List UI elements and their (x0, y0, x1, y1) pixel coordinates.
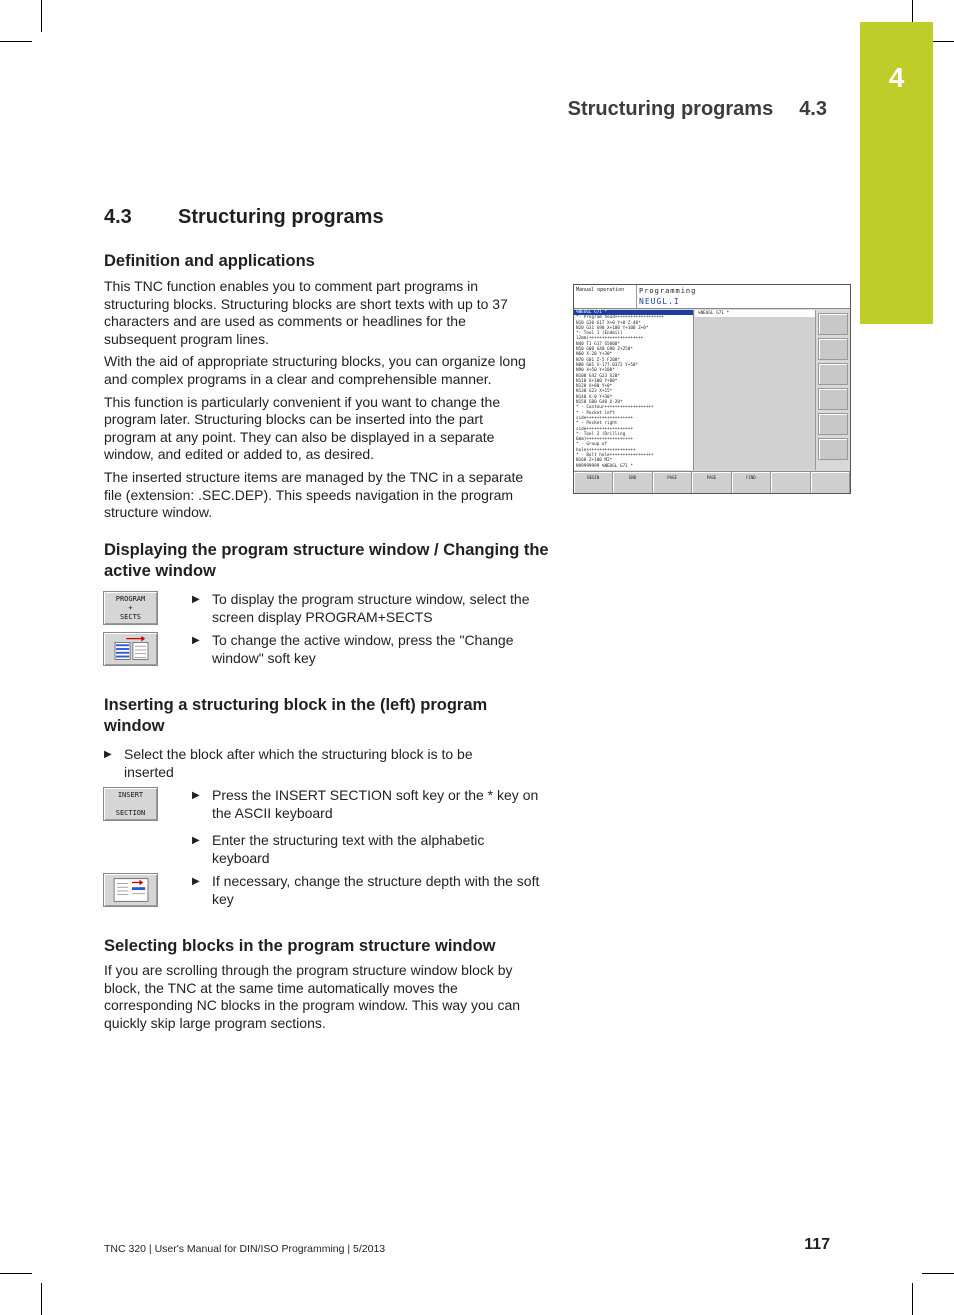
screenshot-bottom-key: PAGE (692, 472, 731, 494)
screenshot-side-softkeys (815, 310, 850, 470)
section-title-text: Structuring programs (178, 206, 384, 228)
bullet-arrow-icon: ▶ (192, 635, 200, 646)
bullet-arrow-icon: ▶ (192, 876, 200, 887)
step-text: Select the block after which the structuring block is to be inserted (124, 746, 473, 780)
screenshot-side-key (818, 413, 848, 435)
screenshot-bottom-key (811, 472, 850, 494)
screenshot-program-line: side++++++++++++++++++ (576, 415, 633, 421)
footer-text: TNC 320 | User's Manual for DIN/ISO Programming | 5/2013 (104, 1243, 386, 1255)
screenshot-program-box (636, 285, 816, 309)
screenshot-bottom-softkeys (574, 471, 850, 494)
inserting-step-1 (192, 787, 542, 822)
displaying-heading: Displaying the program structure window / Changing the active window (104, 541, 549, 580)
screenshot-program-line: N60 X-20 Y+30* (576, 352, 613, 358)
insert-section-softkey[interactable] (103, 787, 158, 821)
inserting-section (104, 695, 550, 737)
inserting-heading: Inserting a structuring block in the (left) program window (104, 696, 488, 735)
screenshot-side-key (818, 313, 848, 335)
tnc-screenshot (573, 284, 851, 494)
softkey-label: PROGRAM (115, 594, 146, 603)
displaying-step-1 (192, 591, 542, 626)
screenshot-program-line: N150 G00 G40 X-20* (576, 400, 623, 406)
screenshot-program-line: N120 X+80 Y+0* (576, 384, 613, 390)
definition-heading: Definition and applications (104, 252, 315, 270)
step-text: To display the program structure window, select the screen display PROGRAM+SECTS (212, 591, 530, 625)
displaying-step-2 (192, 632, 542, 667)
screenshot-program-line: N140 X-0 Y+30* (576, 394, 613, 400)
chapter-tab (860, 22, 933, 324)
running-head-title: Structuring programs (567, 98, 774, 120)
inserting-step-2 (192, 832, 542, 867)
screenshot-program-line: N99999999 %NEUGL G71 * (576, 463, 633, 469)
running-head (568, 98, 827, 121)
step-text: Enter the structuring text with the alphabetic keyboard (212, 832, 485, 866)
step-text: Press the INSERT SECTION soft key or the * key on the ASCII keyboard (212, 787, 539, 821)
screenshot-program-line: 6mm)++++++++++++++++++ (576, 437, 633, 443)
screenshot-program-line: N70 G01 Z-5 F200* (576, 357, 620, 363)
step-text: To change the active window, press the "Change window" soft key (212, 632, 514, 666)
section-number: 4.3 (104, 206, 132, 228)
section-title (104, 206, 384, 229)
structure-depth-icon (104, 874, 159, 906)
screenshot-program-line: N20 G31 G90 X+100 Y+100 Z+0* (576, 325, 649, 331)
change-window-icon (104, 633, 159, 665)
screenshot-program-line: N160 Z+100 M2* (576, 458, 613, 464)
softkey-label: SECTS (119, 612, 142, 621)
screenshot-title: Programming (639, 287, 697, 295)
screenshot-program-line: N100 G42 G23 X20* (576, 373, 620, 379)
screenshot-program-line: * - Pocket left (576, 410, 615, 416)
screenshot-program-line: N110 X+100 Y+80* (576, 378, 618, 384)
screenshot-file: NEUGL.I (639, 297, 680, 306)
screenshot-program-line: *- Tool 1 (Endmill (576, 331, 623, 337)
structure-depth-softkey[interactable] (103, 873, 158, 907)
screenshot-side-key (818, 363, 848, 385)
softkey-label: + (128, 603, 133, 612)
screenshot-program-line: side++++++++++++++++++ (576, 426, 633, 432)
chapter-number: 4 (888, 62, 905, 93)
screenshot-bottom-key: END (613, 472, 652, 494)
bullet-arrow-icon: ▶ (104, 749, 112, 760)
screenshot-program-line: 12mm)+++++++++++++++++++++ (576, 336, 644, 342)
screenshot-bottom-key: PAGE (653, 472, 692, 494)
bullet-arrow-icon: ▶ (192, 594, 200, 605)
screenshot-program-line: *- Program head+++++++++++++++++++ (576, 315, 664, 321)
crop-mark (41, 0, 42, 32)
screenshot-program-line: * - Pocket right (576, 421, 618, 427)
step-text: If necessary, change the structure depth with the soft key (212, 873, 540, 907)
page-number: 117 (804, 1236, 830, 1253)
screenshot-program-line: N50 G00 G40 G90 Z+250* (576, 347, 633, 353)
screenshot-side-key (818, 438, 848, 460)
screenshot-program-line: * - Contour+++++++++++++++++++ (576, 405, 654, 411)
screenshot-program-line: N10 G30 G17 X+0 Y+0 Z-40* (576, 320, 641, 326)
running-head-number: 4.3 (799, 98, 827, 120)
definition-paragraph-1: This TNC function enables you to comment part programs in structuring blocks. Structuring blocks are short texts with up to 37 characters and are used as comments or headlines for the subsequent program lines. (104, 278, 508, 347)
softkey-label: INSERT (117, 790, 144, 799)
crop-mark (912, 1283, 913, 1315)
definition-section (104, 251, 550, 522)
screenshot-program-line: N40 T1 G17 S5000* (576, 341, 620, 347)
program-sects-softkey[interactable] (103, 591, 158, 625)
crop-mark (41, 1283, 42, 1315)
selecting-section (104, 936, 550, 1032)
definition-paragraph-4: The inserted structure items are managed by the TNC in a separate file (extension: .SEC.DEP). This speeds navigation in the program structure window. (104, 468, 524, 521)
crop-mark (922, 1273, 954, 1274)
screenshot-program-line: %NEUGL G71 * (574, 310, 693, 315)
screenshot-bottom-key: BEGIN (574, 472, 613, 494)
screenshot-program-line: * - Group of (576, 442, 608, 448)
screenshot-header (574, 285, 850, 309)
screenshot-program-line: N90 X+50 Y+100* (576, 368, 615, 374)
screenshot-program-line: * - Bolt hole+++++++++++++++++ (576, 453, 654, 459)
bullet-arrow-icon: ▶ (192, 835, 200, 846)
softkey-label: SECTION (115, 808, 146, 817)
selecting-paragraph: If you are scrolling through the program structure window block by block, the TNC at the same time automatically moves the corresponding NC blocks in the program window. This way you can quickly skip large program sections. (104, 962, 521, 1031)
screenshot-side-key (818, 338, 848, 360)
screenshot-bottom-key (771, 472, 810, 494)
definition-paragraph-2: With the aid of appropriate structuring blocks, you can organize long and complex programs in a clear and comprehensible manner. (104, 353, 526, 387)
screenshot-program-line: N80 G01 X-177.0372 Y+50* (576, 362, 639, 368)
inserting-step-3 (192, 873, 542, 908)
screenshot-program-line: N130 G23 X+15* (576, 389, 613, 395)
inserting-step-0 (104, 746, 524, 781)
screenshot-structure-window (695, 310, 815, 470)
screenshot-bottom-key: FIND (732, 472, 771, 494)
screenshot-program-line: *- Tool 2 (Drilling (576, 431, 626, 437)
bullet-arrow-icon: ▶ (192, 790, 200, 801)
screenshot-program-window (574, 310, 694, 470)
definition-paragraph-3: This function is particularly convenient if you want to change the program later. Structuring blocks can be inserted into the part program at any point. They can also be displayed in a separate window, and edited or added to, as desired. (104, 393, 501, 463)
change-window-softkey[interactable] (103, 632, 158, 666)
crop-mark (0, 1273, 32, 1274)
screenshot-mode: Manual operation (576, 287, 625, 293)
selecting-heading: Selecting blocks in the program structure window (104, 937, 496, 955)
screenshot-program-line: holes++++++++++++++++++ (576, 447, 636, 453)
screenshot-structure-line: %NEUGL G71 * (695, 310, 815, 317)
screenshot-side-key (818, 388, 848, 410)
displaying-section (104, 540, 550, 582)
crop-mark (0, 41, 32, 42)
